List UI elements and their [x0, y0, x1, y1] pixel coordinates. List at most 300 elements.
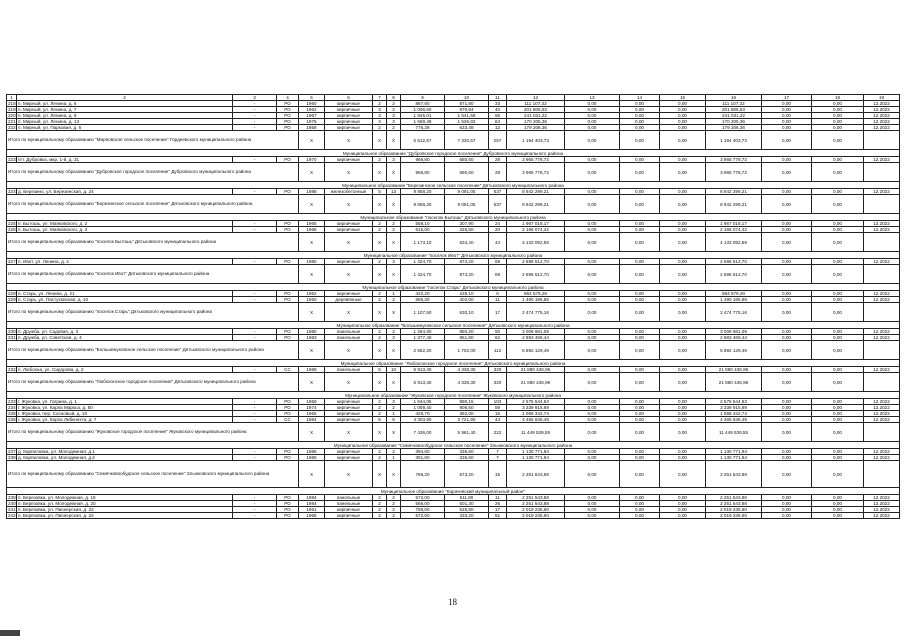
- cost-col-14-cell: 0,00: [620, 335, 660, 341]
- cost-col-17-cell: 0,00: [762, 297, 812, 303]
- subtotal-cell-col-13: 0,00: [565, 341, 620, 360]
- cost-col-16-cell: 3 965 778,72: [706, 157, 762, 163]
- year-built-cell: 1976: [299, 119, 325, 125]
- subtotal-cell-col-10: 1 702,00: [445, 341, 489, 360]
- row-number-cell: 222: [8, 125, 16, 130]
- completion-date-cell: 12.2022: [864, 291, 900, 297]
- residential-area-cell: 680,60: [445, 157, 489, 163]
- cost-col-17-cell: 0,00: [762, 399, 812, 405]
- subtotal-cell-col-17: 0,00: [762, 233, 812, 252]
- subtotal-cell-col-19: [864, 233, 900, 252]
- completion-date-cell: 12.2022: [864, 259, 900, 265]
- subtotal-cell-col-12: 2 696 512,70: [507, 265, 565, 284]
- building-category-cell: РО: [277, 455, 299, 461]
- column-number-17: 17: [762, 95, 812, 101]
- year-built-cell: 1960: [299, 101, 325, 107]
- row-number-cell: 242: [8, 513, 16, 518]
- cost-col-18-cell: 0,00: [812, 157, 864, 163]
- row-number-cell: 232: [8, 367, 16, 372]
- subtotal-cell-col-9: 1 107,50: [401, 303, 445, 322]
- cost-col-14-cell: 0,00: [620, 227, 660, 233]
- cost-col-16-cell: 1 130 771,94: [706, 449, 762, 455]
- cost-col-17-cell: 0,00: [762, 157, 812, 163]
- residents-cell: 59: [489, 405, 507, 411]
- residential-area-cell: 906,50: [445, 405, 489, 411]
- cost-col-14-cell: 0,00: [620, 405, 660, 411]
- cost-col-15-cell: 0,00: [660, 449, 706, 455]
- residents-cell: 637: [489, 189, 507, 195]
- row-number-cell: 223: [8, 157, 16, 162]
- wall-material-cell: кирпичные: [325, 227, 373, 233]
- cost-col-13-cell: 0,00: [565, 157, 620, 163]
- year-built-cell: 1952: [299, 291, 325, 297]
- residential-area-cell: 1 541,58: [445, 113, 489, 119]
- floors-cell: 2: [373, 125, 387, 131]
- subtotal-cell-col-9: 1 173,10: [401, 233, 445, 252]
- subtotal-cell-col-6: X: [325, 303, 373, 322]
- cost-col-18-cell: 0,00: [812, 367, 864, 373]
- total-cost-cell: 241 031,22: [507, 113, 565, 119]
- cost-col-18-cell: 0,00: [812, 411, 864, 417]
- cost-col-14-cell: 0,00: [620, 291, 660, 297]
- subtotal-cell-col-15: 0,00: [660, 131, 706, 150]
- subtotal-cell-col-14: 0,00: [620, 373, 660, 392]
- wall-material-cell: кирпичные: [325, 417, 373, 423]
- subtotal-cell-col-17: 0,00: [762, 195, 812, 214]
- column-number-19: 19: [864, 95, 900, 101]
- cost-col-15-cell: 0,00: [660, 227, 706, 233]
- year-built-cell: 1965: [299, 221, 325, 227]
- total-cost-cell: 2 166 074,42: [507, 227, 565, 233]
- residential-area-cell: 633,48: [445, 125, 489, 131]
- cost-col-17-cell: 0,00: [762, 449, 812, 455]
- building-category-cell: СС: [277, 367, 299, 373]
- residential-area-cell: 970,84: [445, 107, 489, 113]
- floors-cell: 3: [373, 119, 387, 125]
- residents-cell: 12: [489, 125, 507, 131]
- residential-area-cell: 4 338,30: [445, 367, 489, 373]
- cost-col-14-cell: 0,00: [620, 119, 660, 125]
- cost-col-17-cell: 0,00: [762, 507, 812, 513]
- cost-col-18-cell: 0,00: [812, 297, 864, 303]
- address-cell: п. Березовка, ул. Молодежная, д. 20: [17, 501, 233, 507]
- total-cost-cell: 2 575 544,63: [507, 399, 565, 405]
- subtotal-cell-col-14: 0,00: [620, 303, 660, 322]
- year-built-cell: 1965: [299, 411, 325, 417]
- subtotal-cell-col-5: X: [299, 373, 325, 392]
- total-area-cell: 572,00: [401, 513, 445, 519]
- residents-cell: 28: [489, 157, 507, 163]
- cost-col-18-cell: 0,00: [812, 259, 864, 265]
- column-number-1: 1: [7, 95, 17, 101]
- entrances-cell: 6: [387, 417, 401, 423]
- total-cost-cell: 3 965 778,72: [507, 157, 565, 163]
- subtotal-cell-col-12: 5 892 129,49: [507, 341, 565, 360]
- total-cost-cell: 170 205,36: [507, 119, 565, 125]
- subtotal-cell-col-19: [864, 195, 900, 214]
- cost-col-18-cell: 0,00: [812, 125, 864, 131]
- floors-cell: 2: [373, 399, 387, 405]
- wall-material-cell: кирпичные: [325, 291, 373, 297]
- cost-col-15-cell: 0,00: [660, 157, 706, 163]
- building-category-cell: РО: [277, 513, 299, 519]
- total-cost-cell: 1 967 018,17: [507, 221, 565, 227]
- cost-col-16-cell: 2 575 544,63: [706, 399, 762, 405]
- building-category-cell: РО: [277, 157, 299, 163]
- total-area-cell: 9 858,20: [401, 189, 445, 195]
- cost-col-14-cell: 0,00: [620, 367, 660, 373]
- subtotal-label: Итого по муниципальному образованию "Жуковское городское поселение" Жуковского муниципального района: [7, 423, 299, 442]
- row-number-cell: 239: [8, 495, 16, 500]
- cost-col-14-cell: 0,00: [620, 411, 660, 417]
- address-cell: п. Березовка, ул. Пионерская, д. 22: [17, 507, 233, 513]
- column-number-9: 9: [401, 95, 445, 101]
- table-body: [7, 95, 900, 519]
- cost-col-15-cell: 0,00: [660, 101, 706, 107]
- subtotal-cell-col-10: 7 330,57: [445, 131, 489, 150]
- subtotal-cell-col-6: X: [325, 265, 373, 284]
- cost-col-13-cell: 0,00: [565, 221, 620, 227]
- municipality-heading: Муниципальное образование "Семячковообудское сельское поселение" Злынковского муниципального района: [7, 442, 900, 449]
- column-number-16: 16: [706, 95, 762, 101]
- residential-area-cell: 326,50: [445, 227, 489, 233]
- address-cell: п. Бытошь, ул. Маяковского, д. 2: [17, 221, 233, 227]
- total-area-cell: 558,10: [401, 221, 445, 227]
- subtotal-cell-col-7: X: [373, 423, 387, 442]
- total-area-cell: 6 913,40: [401, 367, 445, 373]
- subtotal-cell-col-18: 0,00: [812, 195, 864, 214]
- building-category-cell: РО: [277, 113, 299, 119]
- cost-col-17-cell: 0,00: [762, 221, 812, 227]
- total-area-cell: 572,00: [401, 495, 445, 501]
- subtotal-cell-col-10: 5 961,40: [445, 423, 489, 442]
- entrances-cell: 2: [387, 227, 401, 233]
- wall-material-cell: деревянные: [325, 297, 373, 303]
- cost-col-14-cell: 0,00: [620, 221, 660, 227]
- column-number-4: 4: [277, 95, 299, 101]
- cost-col-13-cell: 0,00: [565, 125, 620, 131]
- subtotal-cell-col-11: 44: [489, 233, 507, 252]
- total-area-cell: 394,60: [401, 449, 445, 455]
- subtotal-cell-col-5: X: [299, 461, 325, 488]
- wall-material-cell: панельные: [325, 367, 373, 373]
- address-cell: г. Жуковка, ул. Карла Маркса, д. 80: [17, 405, 233, 411]
- cost-col-13-cell: 0,00: [565, 367, 620, 373]
- entrances-cell: 2: [387, 297, 401, 303]
- floors-cell: 5: [373, 189, 387, 195]
- total-cost-cell: 3 008 681,09: [507, 329, 565, 335]
- cost-col-16-cell: 1 967 018,17: [706, 221, 762, 227]
- entrances-cell: 3: [387, 259, 401, 265]
- entrances-cell: 1: [387, 291, 401, 297]
- subtotal-cell-col-18: 0,00: [812, 163, 864, 182]
- subtotal-cell-col-11: 15: [489, 461, 507, 488]
- cost-col-18-cell: 0,00: [812, 405, 864, 411]
- residents-cell: 320: [489, 367, 507, 373]
- column-3-cell: -: [233, 259, 277, 265]
- floors-cell: 2: [373, 291, 387, 297]
- cost-col-14-cell: 0,00: [620, 297, 660, 303]
- total-area-cell: 426,70: [401, 411, 445, 417]
- column-number-3: 3: [233, 95, 277, 101]
- subtotal-cell-col-19: [864, 461, 900, 488]
- column-number-18: 18: [812, 95, 864, 101]
- completion-date-cell: 12.2022: [864, 335, 900, 341]
- row-number-cell: 240: [8, 501, 16, 506]
- subtotal-cell-col-18: 0,00: [812, 373, 864, 392]
- address-cell: г. Жуковка, ул. Гагрина, д. 1: [17, 399, 233, 405]
- cost-col-18-cell: 0,00: [812, 221, 864, 227]
- total-cost-cell: 1 068 342,74: [507, 411, 565, 417]
- subtotal-cell-col-9: 966,80: [401, 163, 445, 182]
- building-category-cell: РО: [277, 227, 299, 233]
- address-cell: п. Старь, ул. Пастуховская, д. 10: [17, 297, 233, 303]
- residential-area-cell: 850,20: [445, 329, 489, 335]
- completion-date-cell: 12.2022: [864, 449, 900, 455]
- cost-col-18-cell: 0,00: [812, 101, 864, 107]
- row-number-cell: 237: [8, 449, 16, 454]
- housing-repair-register-table: [6, 94, 900, 519]
- year-built-cell: 1986: [299, 455, 325, 461]
- cost-col-14-cell: 0,00: [620, 507, 660, 513]
- residents-cell: 33: [489, 101, 507, 107]
- entrances-cell: 2: [387, 107, 401, 113]
- address-cell: г. Жуковка, ул. Карла Либкнехта, д. 7: [17, 417, 233, 423]
- cost-col-14-cell: 0,00: [620, 107, 660, 113]
- subtotal-cell-col-6: X: [325, 461, 373, 488]
- subtotal-cell-col-15: 0,00: [660, 195, 706, 214]
- cost-col-15-cell: 0,00: [660, 399, 706, 405]
- year-built-cell: 1968: [299, 227, 325, 233]
- cost-col-17-cell: 0,00: [762, 411, 812, 417]
- row-number-cell: 228: [8, 291, 16, 296]
- total-cost-cell: 4 465 636,49: [507, 417, 565, 423]
- column-number-11: 11: [489, 95, 507, 101]
- cost-col-18-cell: 0,00: [812, 399, 864, 405]
- register-table-container: [6, 94, 899, 519]
- row-number-cell: 225: [8, 221, 16, 226]
- subtotal-cell-col-16: 8 942 299,21: [706, 195, 762, 214]
- entrances-cell: 1: [387, 455, 401, 461]
- residential-area-cell: 990,15: [445, 399, 489, 405]
- wall-material-cell: кирпичные: [325, 101, 373, 107]
- column-3-cell: -: [233, 125, 277, 131]
- entrances-cell: 3: [387, 335, 401, 341]
- entrances-cell: 2: [387, 125, 401, 131]
- entrances-cell: 3: [387, 399, 401, 405]
- subtotal-label: Итого по муниципальному образованию "Дубровское городское поселение" Дубровского муниципального района: [7, 163, 299, 182]
- total-area-cell: 685,30: [401, 297, 445, 303]
- year-built-cell: 1974: [299, 405, 325, 411]
- completion-date-cell: 12.2022: [864, 329, 900, 335]
- total-cost-cell: 3 339 915,69: [507, 405, 565, 411]
- total-cost-cell: 1 130 771,94: [507, 449, 565, 455]
- column-number-7: 7: [373, 95, 387, 101]
- year-built-cell: 1950: [299, 297, 325, 303]
- column-3-cell: -: [233, 157, 277, 163]
- building-category-cell: РО: [277, 119, 299, 125]
- entrances-cell: 2: [387, 101, 401, 107]
- subtotal-cell-col-15: 0,00: [660, 461, 706, 488]
- subtotal-cell-col-9: 1 424,70: [401, 265, 445, 284]
- subtotal-label: Итого по муниципальному образованию "Любохонское городское поселение" Дятьковского муниципального района: [7, 373, 299, 392]
- cost-col-18-cell: 0,00: [812, 227, 864, 233]
- completion-date-cell: 12.2022: [864, 399, 900, 405]
- year-built-cell: 1986: [299, 449, 325, 455]
- total-area-cell: 4 303,90: [401, 417, 445, 423]
- subtotal-cell-col-6: X: [325, 341, 373, 360]
- subtotal-cell-col-13: 0,00: [565, 265, 620, 284]
- residential-area-cell: 333,20: [445, 513, 489, 519]
- cost-col-16-cell: 984 579,28: [706, 291, 762, 297]
- cost-col-17-cell: 0,00: [762, 417, 812, 423]
- column-number-14: 14: [620, 95, 660, 101]
- floors-cell: 2: [373, 335, 387, 341]
- municipality-heading: Муниципальное образование "Большежуковское сельское поселение" Дятьковского муниципального района: [7, 322, 900, 329]
- address-cell: п. Мирный, ул. Ленина, д. 6: [17, 101, 233, 107]
- year-built-cell: 1984: [299, 501, 325, 507]
- subtotal-cell-col-14: 0,00: [620, 265, 660, 284]
- residents-cell: 7: [489, 455, 507, 461]
- cost-col-15-cell: 0,00: [660, 405, 706, 411]
- row-number-cell: 224: [8, 189, 16, 194]
- subtotal-cell-col-19: [864, 341, 900, 360]
- year-built-cell: 1966: [299, 513, 325, 519]
- subtotal-cell-col-11: 320: [489, 373, 507, 392]
- cost-col-18-cell: 0,00: [812, 417, 864, 423]
- subtotal-cell-col-10: 680,60: [445, 163, 489, 182]
- subtotal-cell-col-18: 0,00: [812, 461, 864, 488]
- row-number-cell: 241: [8, 507, 16, 512]
- subtotal-label: Итого по муниципальному образованию "поселок Старь" Дятьковского муниципального района: [7, 303, 299, 322]
- year-built-cell: 1962: [299, 107, 325, 113]
- row-number-cell: 231: [8, 335, 16, 340]
- floors-cell: 5: [373, 417, 387, 423]
- subtotal-cell-col-8: X: [387, 131, 401, 150]
- entrances-cell: 3: [387, 119, 401, 125]
- subtotal-cell-col-17: 0,00: [762, 265, 812, 284]
- column-3-cell: -: [233, 399, 277, 405]
- column-3-cell: -: [233, 501, 277, 507]
- wall-material-cell: кирпичные: [325, 455, 373, 461]
- page-number: 18: [448, 597, 457, 607]
- subtotal-cell-col-14: 0,00: [620, 461, 660, 488]
- column-3-cell: -: [233, 455, 277, 461]
- cost-col-13-cell: 0,00: [565, 513, 620, 519]
- cost-col-18-cell: 0,00: [812, 495, 864, 501]
- municipality-heading: Муниципальное образование "Любохонское городское поселение" Дятьковского муниципального района: [7, 360, 900, 367]
- row-number-cell: 230: [8, 329, 16, 334]
- subtotal-cell-col-18: 0,00: [812, 265, 864, 284]
- entrances-cell: 2: [387, 507, 401, 513]
- municipality-heading-row: [7, 392, 900, 399]
- municipality-heading: Муниципальное образование "Березинское сельское поселение" Дятьковского муниципального района: [7, 182, 900, 189]
- subtotal-cell-col-5: X: [299, 341, 325, 360]
- column-3-cell: -: [233, 449, 277, 455]
- floors-cell: 2: [373, 507, 387, 513]
- year-built-cell: 1967: [299, 113, 325, 119]
- building-category-cell: РО: [277, 501, 299, 507]
- building-category-cell: РО: [277, 507, 299, 513]
- subtotal-cell-col-8: X: [387, 423, 401, 442]
- subtotal-cell-col-11: 257: [489, 131, 507, 150]
- subtotal-cell-col-8: X: [387, 163, 401, 182]
- cost-col-13-cell: 0,00: [565, 405, 620, 411]
- subtotal-cell-col-15: 0,00: [660, 265, 706, 284]
- floors-cell: 2: [373, 227, 387, 233]
- subtotal-row: [7, 233, 900, 252]
- subtotal-cell-col-17: 0,00: [762, 341, 812, 360]
- subtotal-row: [7, 461, 900, 488]
- municipality-heading-row: [7, 488, 900, 495]
- subtotal-label: Итого по муниципальному образованию "Семячковообудское сельское поселение" Злынковского муниципального района: [7, 461, 299, 488]
- residential-area-cell: 336,60: [445, 449, 489, 455]
- column-number-8: 8: [387, 95, 401, 101]
- residential-area-cell: 336,60: [445, 455, 489, 461]
- wall-material-cell: кирпичные: [325, 107, 373, 113]
- cost-col-14-cell: 0,00: [620, 513, 660, 519]
- total-area-cell: 1 669,49: [401, 119, 445, 125]
- cost-col-16-cell: 2 883 468,44: [706, 335, 762, 341]
- year-built-cell: 1961: [299, 507, 325, 513]
- wall-material-cell: кирпичные: [325, 405, 373, 411]
- cost-col-15-cell: 0,00: [660, 113, 706, 119]
- subtotal-cell-col-8: X: [387, 265, 401, 284]
- cost-col-17-cell: 0,00: [762, 227, 812, 233]
- year-built-cell: 1984: [299, 417, 325, 423]
- subtotal-cell-col-7: X: [373, 265, 387, 284]
- completion-date-cell: 12.2022: [864, 367, 900, 373]
- cost-col-16-cell: 3 339 915,69: [706, 405, 762, 411]
- cost-col-15-cell: 0,00: [660, 513, 706, 519]
- cost-col-15-cell: 0,00: [660, 125, 706, 131]
- residents-cell: 26: [489, 501, 507, 507]
- total-area-cell: 1 006,60: [401, 107, 445, 113]
- residents-cell: 11: [489, 297, 507, 303]
- year-built-cell: 1984: [299, 495, 325, 501]
- municipality-heading-row: [7, 214, 900, 221]
- subtotal-label: Итого по муниципальному образованию "поселок Ивот" Дятьковского муниципального района: [7, 265, 299, 284]
- subtotal-cell-col-13: 0,00: [565, 303, 620, 322]
- subtotal-cell-col-18: 0,00: [812, 131, 864, 150]
- subtotal-cell-col-8: X: [387, 461, 401, 488]
- cost-col-14-cell: 0,00: [620, 101, 660, 107]
- cost-col-13-cell: 0,00: [565, 501, 620, 507]
- subtotal-cell-col-8: X: [387, 195, 401, 214]
- total-area-cell: 788,00: [401, 507, 445, 513]
- cost-col-14-cell: 0,00: [620, 455, 660, 461]
- subtotal-cell-col-19: [864, 303, 900, 322]
- cost-col-15-cell: 0,00: [660, 455, 706, 461]
- cost-col-15-cell: 0,00: [660, 119, 706, 125]
- wall-material-cell: кирпичные: [325, 157, 373, 163]
- subtotal-cell-col-12: 8 942 299,21: [507, 195, 565, 214]
- subtotal-cell-col-16: 3 965 778,72: [706, 163, 762, 182]
- subtotal-cell-col-12: 2 261 543,88: [507, 461, 565, 488]
- building-category-cell: РО: [277, 495, 299, 501]
- building-category-cell: РО: [277, 101, 299, 107]
- cost-col-17-cell: 0,00: [762, 501, 812, 507]
- residential-area-cell: 1 536,83: [445, 119, 489, 125]
- year-built-cell: 1988: [299, 367, 325, 373]
- column-number-10: 10: [445, 95, 489, 101]
- subtotal-cell-col-17: 0,00: [762, 303, 812, 322]
- cost-col-17-cell: 0,00: [762, 119, 812, 125]
- address-cell: пгт. Дубровка, мкр. 1-й, д. 31: [17, 157, 233, 163]
- subtotal-cell-col-12: 3 965 778,72: [507, 163, 565, 182]
- total-cost-cell: 111 107,32: [507, 101, 565, 107]
- subtotal-cell-col-19: [864, 265, 900, 284]
